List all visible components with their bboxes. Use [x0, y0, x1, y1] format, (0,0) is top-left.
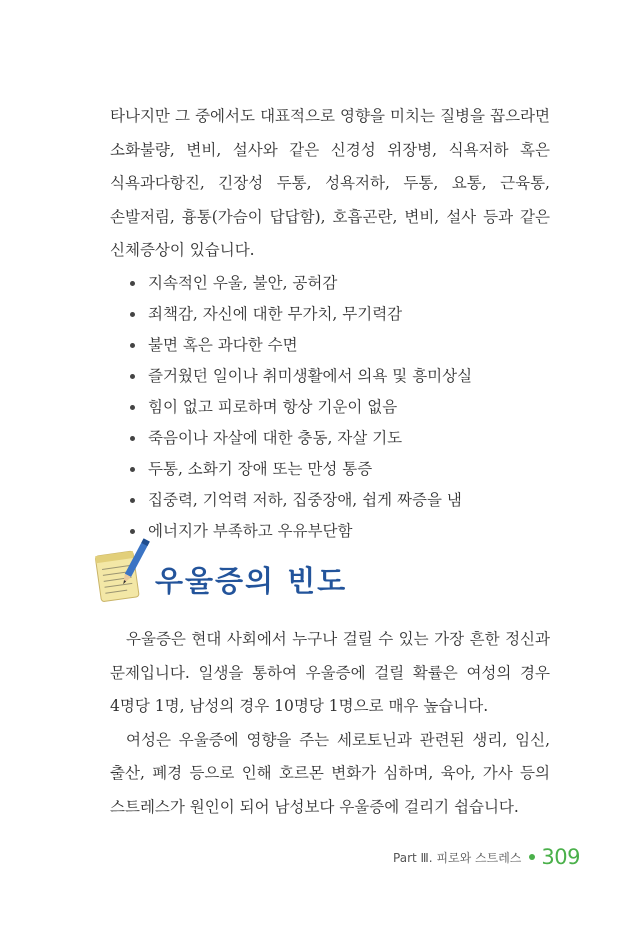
list-item: 불면 혹은 과다한 수면 — [130, 330, 550, 361]
separator-dot-icon — [529, 854, 535, 860]
list-item: 에너지가 부족하고 우유부단함 — [130, 516, 550, 547]
frequency-paragraph-2: 여성은 우울증에 영향을 주는 세로토닌과 관련된 생리, 임신, 출산, 폐경 등으로 인해 호르몬 변화가 심하며, 육아, 가사 등의 스트레스가 원인이 되어 남성보다 우울증에 걸리기 쉽습니다. — [110, 730, 550, 816]
bullet-dot-icon — [130, 467, 135, 472]
frequency-paragraph-1: 우울증은 현대 사회에서 누구나 걸릴 수 있는 가장 흔한 정신과 문제입니다. 일생을 통하여 우울증에 걸릴 확률은 여성의 경우 4명당 1명, 남성의 경우 10명당 1명으로 매우 높습니다. — [110, 630, 550, 715]
list-item: 죄책감, 자신에 대한 무가치, 무기력감 — [130, 299, 550, 330]
bullet-dot-icon — [130, 498, 135, 503]
list-item: 지속적인 우울, 불안, 공허감 — [130, 268, 550, 299]
list-item: 죽음이나 자살에 대한 충동, 자살 기도 — [130, 423, 550, 454]
body-text-bottom — [110, 623, 550, 824]
bullet-dot-icon — [130, 312, 135, 317]
part-label: Part Ⅲ. 피로와 스트레스 — [393, 850, 522, 865]
bullet-dot-icon — [130, 374, 135, 379]
list-item: 집중력, 기억력 저하, 집중장애, 쉽게 짜증을 냄 — [130, 485, 550, 516]
bullet-dot-icon — [130, 529, 135, 534]
bullet-dot-icon — [130, 281, 135, 286]
list-item: 힘이 없고 피로하며 항상 기운이 없음 — [130, 392, 550, 423]
bullet-dot-icon — [130, 405, 135, 410]
list-item: 두통, 소화기 장애 또는 만성 통증 — [130, 454, 550, 485]
bullet-dot-icon — [130, 436, 135, 441]
symptom-list — [110, 268, 550, 547]
notepad-pencil-icon — [90, 535, 152, 605]
section-heading — [90, 535, 530, 615]
section-title: 우울증의 빈도 — [155, 564, 348, 598]
intro-paragraph: 타나지만 그 중에서도 대표적으로 영향을 미치는 질병을 꼽으라면 소화불량, 변비, 설사와 같은 신경성 위장병, 식욕저하 혹은 식욕과다항진, 긴장성 두통, 성욕저하, 두통, 요통, 근육통, 손발저림, 흉통(가슴이 답답함), 호흡곤란, 변비, 설사 등과 같은 신체증상이 있습니다. — [110, 107, 550, 259]
page-number: 309 — [541, 845, 580, 869]
list-item: 즐거웠던 일이나 취미생활에서 의욕 및 흥미상실 — [130, 361, 550, 392]
page-footer — [393, 845, 580, 869]
body-text-top — [110, 100, 550, 547]
bullet-dot-icon — [130, 343, 135, 348]
